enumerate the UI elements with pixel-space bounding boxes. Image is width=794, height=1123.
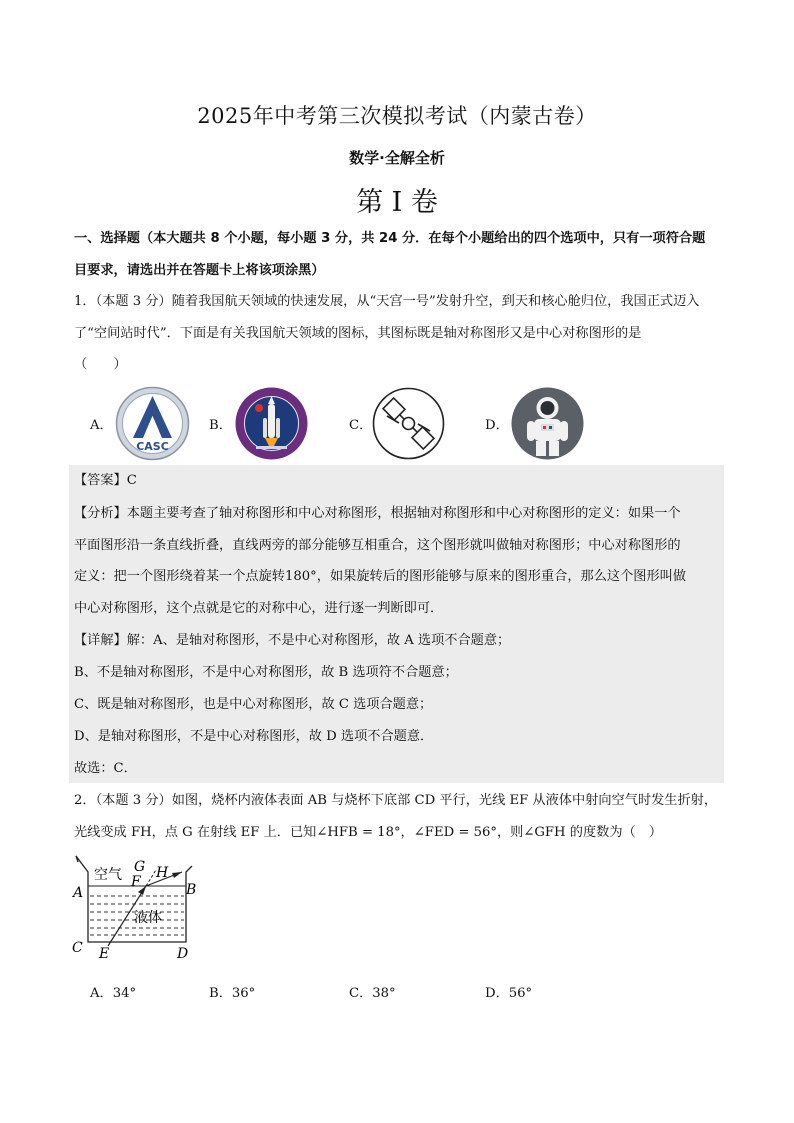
point-f-label: F <box>131 874 141 890</box>
q2-choice-b: B．36° <box>209 986 256 1001</box>
q2-choice-a: A．34° <box>90 986 137 1001</box>
liquid-label: 液体 <box>134 910 162 926</box>
rocket-badge-icon <box>234 386 309 461</box>
q1-paren: （ ） <box>74 357 127 372</box>
q1-detail-line1: 【详解】解：A、是轴对称图形，不是中心对称图形，故 A 选项不合题意； <box>74 633 511 648</box>
q2-stem-line2: 光线变成 FH，点 G 在射线 EF 上．已知∠HFB = 18°，∠FED = 56°，则∠GFH 的度数为（ ） <box>74 825 663 840</box>
q1-analysis-line3: 定义：把一个图形绕着某一个点旋转180°，如果旋转后的图形能够与原来的图形重合，那么这个图形叫做 <box>74 569 687 584</box>
q1-detail-line5: 故选：C． <box>74 761 137 776</box>
q1-analysis-line4: 中心对称图形，这个点就是它的对称中心，进行逐一判断即可． <box>74 601 444 616</box>
point-g-label: G <box>134 859 146 875</box>
q1-option-b-letter: B． <box>209 418 232 433</box>
q1-stem-line1: 1．（本题 3 分）随着我国航天领域的快速发展，从“天宫一号”发射升空，到天和核心舱归位，我国正式迈入 <box>74 294 700 309</box>
casc-logo-icon <box>115 386 190 461</box>
q1-answer: 【答案】C <box>74 473 137 488</box>
point-b-label: B <box>186 882 197 898</box>
satellite-icon <box>371 386 446 461</box>
point-d-label: D <box>177 946 189 962</box>
point-h-label: H <box>156 865 169 881</box>
q1-option-c-letter: C． <box>349 418 373 433</box>
section-instruction-line2: 目要求，请选出并在答题卡上将该项涂黑） <box>74 263 325 278</box>
page-title: 2025年中考第三次模拟考试（内蒙古卷） <box>197 104 597 128</box>
q1-detail-line3: C、既是轴对称图形，也是中心对称图形，故 C 选项合题意； <box>74 697 433 712</box>
q2-choice-c: C．38° <box>349 986 396 1001</box>
casc-logo-text: CASC <box>136 440 169 453</box>
q1-stem-line2: 了“空间站时代”．下面是有关我国航天领域的图标，其图标既是轴对称图形又是中心对称图形的是 <box>74 326 642 341</box>
section-instruction-line1: 一、选择题（本大题共 8 个小题，每小题 3 分，共 24 分．在每个小题给出的四个选项中，只有一项符合题 <box>74 231 706 246</box>
page-subtitle: 数学·全解全析 <box>349 149 445 167</box>
point-e-label: E <box>99 946 110 962</box>
q1-detail-line4: D、是轴对称图形，不是中心对称图形，故 D 选项不合题意． <box>74 729 434 744</box>
q1-analysis-line2: 平面图形沿一条直线折叠，直线两旁的部分能够互相重合，这个图形就叫做轴对称图形；中心对称图形的 <box>74 538 681 553</box>
q2-stem-line1: 2．（本题 3 分）如图，烧杯内液体表面 AB 与烧杯下底部 CD 平行，光线 EF 从液体中射向空气时发生折射， <box>74 793 718 808</box>
beaker-figure <box>64 852 214 967</box>
point-c-label: C <box>72 940 83 956</box>
air-label: 空气 <box>94 867 122 883</box>
volume-heading: 第 I 卷 <box>356 187 438 218</box>
astronaut-icon <box>510 386 585 461</box>
q1-detail-line2: B、不是轴对称图形，不是中心对称图形，故 B 选项符不合题意； <box>74 665 458 680</box>
q1-option-d-letter: D． <box>485 418 509 433</box>
q1-option-a-letter: A． <box>90 418 113 433</box>
q1-analysis-line1: 【分析】本题主要考查了轴对称图形和中心对称图形，根据轴对称图形和中心对称图形的定义：如果一个 <box>74 506 681 521</box>
q2-choice-d: D．56° <box>485 986 533 1001</box>
point-a-label: A <box>73 885 84 901</box>
